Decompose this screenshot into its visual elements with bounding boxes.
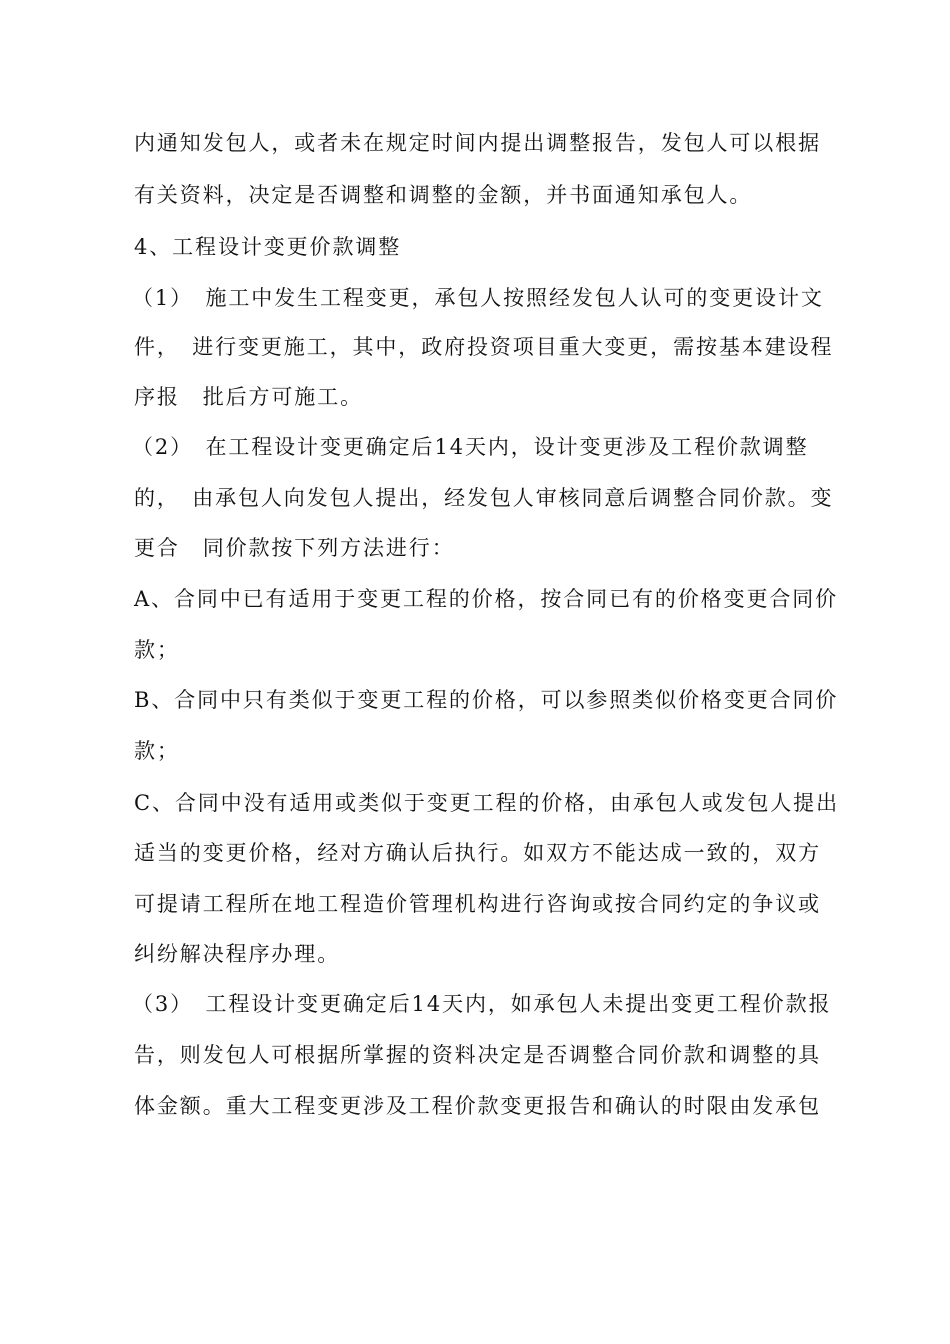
text-line: （3） 工程设计变更确定后14天内，如承包人未提出变更工程价款报	[132, 992, 832, 1016]
text-line: 可提请工程所在地工程造价管理机构进行咨询或按合同约定的争议或	[134, 892, 821, 916]
text-line: 件， 进行变更施工，其中，政府投资项目重大变更，需按基本建设程	[134, 335, 834, 359]
list-item: B、合同中只有类似于变更工程的价格，可以参照类似价格变更合同价	[134, 688, 839, 712]
text-line: 适当的变更价格，经对方确认后执行。如双方不能达成一致的，双方	[134, 841, 821, 865]
list-item: C、合同中没有适用或类似于变更工程的价格，由承包人或发包人提出	[134, 791, 839, 815]
text-line: 体金额。重大工程变更涉及工程价款变更报告和确认的时限由发承包	[134, 1094, 821, 1118]
text-line: （1） 施工中发生工程变更，承包人按照经发包人认可的变更设计文	[132, 286, 824, 310]
text-line: 告，则发包人可根据所掌握的资料决定是否调整合同价款和调整的具	[134, 1043, 821, 1067]
text-line: 款；	[134, 739, 180, 763]
text-line: 纠纷解决程序办理。	[134, 942, 341, 966]
text-line: 内通知发包人，或者未在规定时间内提出调整报告，发包人可以根据	[134, 131, 821, 155]
text-line: 款；	[134, 638, 180, 662]
text-line: 的， 由承包人向发包人提出，经发包人审核同意后调整合同价款。变	[134, 486, 834, 510]
text-line: （2） 在工程设计变更确定后14天内，设计变更涉及工程价款调整	[132, 435, 809, 459]
text-line: 更合 同价款按下列方法进行：	[134, 536, 455, 560]
list-item: A、合同中已有适用于变更工程的价格，按合同已有的价格变更合同价	[134, 587, 839, 611]
text-line: 序报 批后方可施工。	[134, 385, 363, 409]
text-line: 有关资料，决定是否调整和调整的金额，并书面通知承包人。	[134, 183, 753, 207]
section-heading: 4、工程设计变更价款调整	[134, 235, 402, 259]
